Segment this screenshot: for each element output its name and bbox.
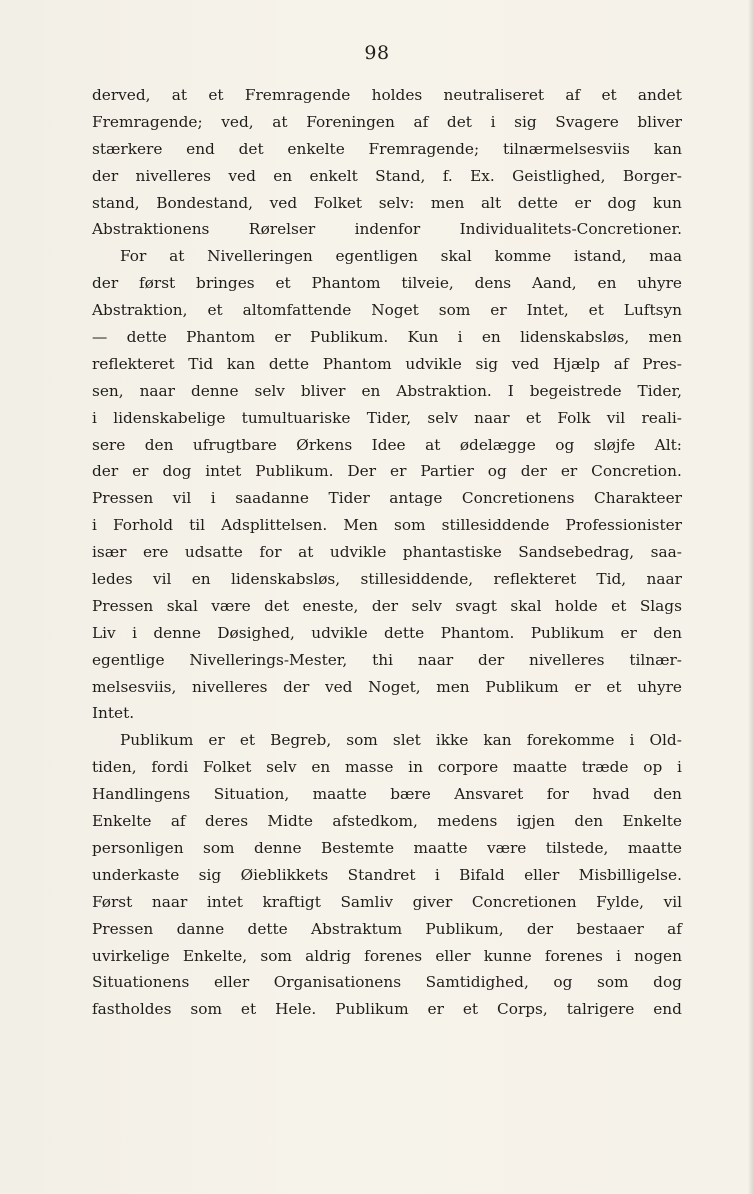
text-line: personligen som denne Bestemte maatte være tilstede, maatte xyxy=(92,838,682,857)
text-line: egentlige Nivellerings-Mester, thi naar der nivelleres tilnær- xyxy=(92,650,682,669)
text-line: stærkere end det enkelte Fremragende; tilnærmelsesviis kan xyxy=(92,139,682,158)
text-line: der er dog intet Publikum. Der er Partier og der er Concretion. xyxy=(92,462,682,481)
text-line: ledes vil en lidenskabsløs, stillesiddende, reflekteret Tid, naar xyxy=(92,570,682,589)
text-line: derved, at et Fremragende holdes neutraliseret af et andet xyxy=(92,86,682,104)
text-line: sen, naar denne selv bliver en Abstraktion. I begeistrede Tider, xyxy=(92,381,682,400)
text-line: Enkelte af deres Midte afstedkom, medens igjen den Enkelte xyxy=(92,812,682,831)
page-edge-shadow xyxy=(748,0,754,1194)
page-number: 98 xyxy=(364,42,390,64)
paragraph-1 xyxy=(92,82,682,727)
text-line: i Forhold til Adsplittelsen. Men som stillesiddende Professionister xyxy=(92,516,682,535)
text-line: — dette Phantom er Publikum. Kun i en lidenskabsløs, men xyxy=(92,328,682,347)
text-line: Pressen vil i saadanne Tider antage Concretionens Charakteer xyxy=(92,489,682,508)
text-line: Abstraktion, et altomfattende Noget som er Intet, et Luftsyn xyxy=(92,301,682,320)
text-line: Situationens eller Organisationens Samtidighed, og som dog xyxy=(92,973,682,992)
text-line: tiden, fordi Folket selv en masse in corpore maatte træde op i xyxy=(92,758,682,777)
text-line: stand, Bondestand, ved Folket selv: men alt dette er dog kun xyxy=(92,193,682,212)
text-line: i lidenskabelige tumultuariske Tider, selv naar et Folk vil reali- xyxy=(92,408,682,427)
text-line: der nivelleres ved en enkelt Stand, f. Ex. Geistlighed, Borger- xyxy=(92,166,682,185)
text-line: sere den ufrugtbare Ørkens Idee at ødelægge og sløjfe Alt: xyxy=(92,435,682,454)
text-line: Publikum er et Begreb, som slet ikke kan forekomme i Old- xyxy=(120,731,682,750)
body-text xyxy=(92,82,682,1023)
text-line: For at Nivelleringen egentligen skal komme istand, maa xyxy=(120,247,682,266)
text-line: uvirkelige Enkelte, som aldrig forenes eller kunne forenes i nogen xyxy=(92,946,682,965)
text-line: der først bringes et Phantom tilveie, dens Aand, en uhyre xyxy=(92,274,682,293)
text-line: melsesviis, nivelleres der ved Noget, men Publikum er et uhyre xyxy=(92,677,682,696)
text-line: Fremragende; ved, at Foreningen af det i sig Svagere bliver xyxy=(92,112,682,131)
text-line: Pressen skal være det eneste, der selv svagt skal holde et Slags xyxy=(92,596,682,615)
text-line: Liv i denne Døsighed, udvikle dette Phantom. Publikum er den xyxy=(92,623,682,642)
text-line: især ere udsatte for at udvikle phantastiske Sandsebedrag, saa- xyxy=(92,543,682,562)
text-line: Først naar intet kraftigt Samliv giver Concretionen Fylde, vil xyxy=(92,892,682,911)
text-line: Handlingens Situation, maatte bære Ansvaret for hvad den xyxy=(92,785,682,804)
text-line: underkaste sig Øieblikkets Standret i Bifald eller Misbilligelse. xyxy=(92,865,682,884)
text-line: Intet. xyxy=(92,704,135,723)
text-line: fastholdes som et Hele. Publikum er et Corps, talrigere end xyxy=(92,1000,682,1019)
text-line: Abstraktionens Rørelser indenfor Individualitets-Concretioner. xyxy=(92,220,682,239)
text-line: Pressen danne dette Abstraktum Publikum, der bestaaer af xyxy=(92,919,682,938)
text-line: reflekteret Tid kan dette Phantom udvikle sig ved Hjælp af Pres- xyxy=(92,354,682,373)
paragraph-2 xyxy=(92,727,682,1023)
